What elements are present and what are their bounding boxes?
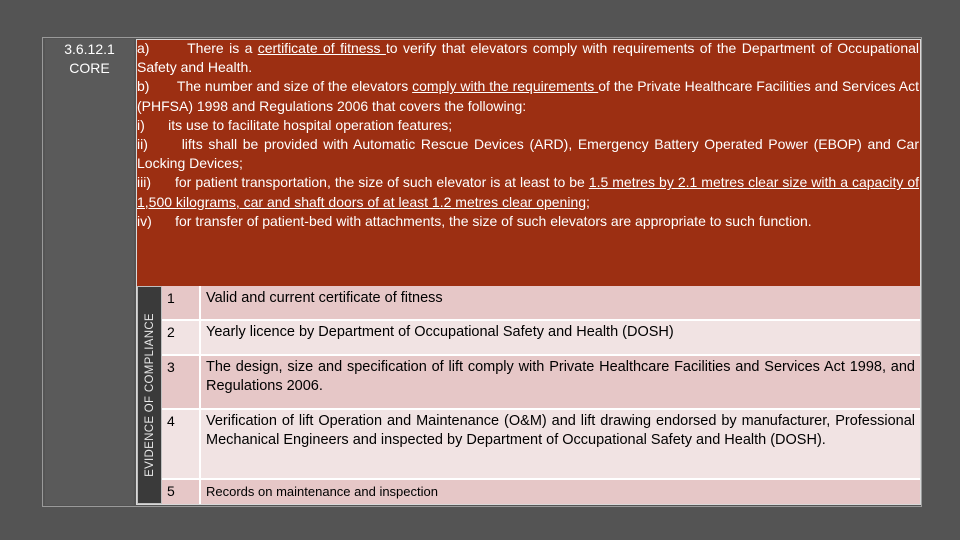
requirement-iii-post: ; bbox=[586, 193, 590, 210]
comply-requirements-link: comply with the requirements bbox=[412, 78, 599, 95]
requirement-b-pre: The number and size of the elevators bbox=[176, 78, 413, 95]
evidence-number: 1 bbox=[167, 290, 175, 306]
evidence-number: 4 bbox=[167, 413, 175, 429]
evidence-row bbox=[162, 321, 920, 356]
evidence-number: 3 bbox=[167, 359, 175, 375]
requirement-ii bbox=[137, 135, 919, 173]
evidence-text: Valid and current certificate of fitness bbox=[206, 290, 443, 306]
evidence-text: The design, size and specification of lift comply with Private Healthcare Facilities and Services Act 1998, and Regulations 2006. bbox=[206, 359, 915, 394]
evidence-row bbox=[162, 480, 920, 504]
requirement-iii-pre: for patient transportation, the size of such elevator is at least to be bbox=[174, 174, 589, 191]
requirement-b bbox=[137, 77, 919, 115]
requirement-iii-label: iii) bbox=[137, 174, 151, 191]
evidence-text: Records on maintenance and inspection bbox=[206, 484, 438, 499]
standard-code-cell bbox=[45, 39, 134, 505]
requirement-ii-text: lifts shall be provided with Automatic Rescue Devices (ARD), Emergency Battery Operated Power (EBOP) and Car Locking Devices; bbox=[137, 136, 919, 172]
evidence-text: Verification of lift Operation and Maintenance (O&M) and lift drawing endorsed by manufacturer, Professional Mechanical Engineers and inspected by Department of Occupational Safety and Health (DOSH). bbox=[206, 413, 915, 448]
elevator-size-link: 1.5 metres by 2.1 metres clear size with a capacity of 1,500 kilograms, car and shaft doors of at least 1.2 metres clear opening bbox=[137, 174, 920, 210]
evidence-label-text: EVIDENCE OF COMPLIANCE bbox=[143, 313, 156, 477]
column-divider bbox=[199, 286, 201, 319]
evidence-row bbox=[162, 356, 920, 410]
requirement-iii bbox=[137, 173, 919, 211]
requirement-iv bbox=[137, 212, 919, 231]
column-divider bbox=[199, 321, 201, 354]
evidence-row bbox=[162, 286, 920, 321]
column-divider bbox=[199, 410, 201, 478]
requirement-ii-label: ii) bbox=[137, 136, 148, 153]
evidence-of-compliance-label bbox=[137, 286, 162, 504]
requirement-b-label: b) bbox=[137, 78, 150, 95]
evidence-text: Yearly licence by Department of Occupational Safety and Health (DOSH) bbox=[206, 324, 674, 340]
evidence-number: 2 bbox=[167, 324, 175, 340]
requirement-iv-label: iv) bbox=[137, 212, 152, 229]
requirement-i-label: i) bbox=[137, 116, 145, 133]
column-divider bbox=[199, 480, 201, 504]
requirement-text bbox=[137, 39, 919, 231]
requirement-iv-text: for transfer of patient-bed with attachments, the size of such elevators are appropriate to such function. bbox=[175, 212, 812, 229]
evidence-row bbox=[162, 410, 920, 480]
requirement-a-label: a) bbox=[137, 40, 150, 56]
requirement-a-post: to verify that elevators comply with requirements of the Department of Occupational Safety and Health. bbox=[137, 40, 920, 76]
evidence-number: 5 bbox=[167, 483, 175, 499]
standard-code: 3.6.12.1 bbox=[64, 41, 115, 57]
requirement-i-text: its use to facilitate hospital operation features; bbox=[168, 116, 453, 133]
requirement-i bbox=[137, 116, 919, 135]
certificate-of-fitness-link: certificate of fitness bbox=[257, 40, 386, 56]
evidence-table bbox=[162, 286, 920, 504]
requirement-a-pre: There is a bbox=[187, 40, 258, 56]
standard-level: CORE bbox=[69, 60, 110, 76]
requirement-a bbox=[137, 39, 919, 77]
column-divider bbox=[199, 356, 201, 408]
requirement-b-post: of the Private Healthcare Facilities and Services Act (PHFSA) 1998 and Regulations 2006 that covers the following: bbox=[137, 78, 920, 114]
